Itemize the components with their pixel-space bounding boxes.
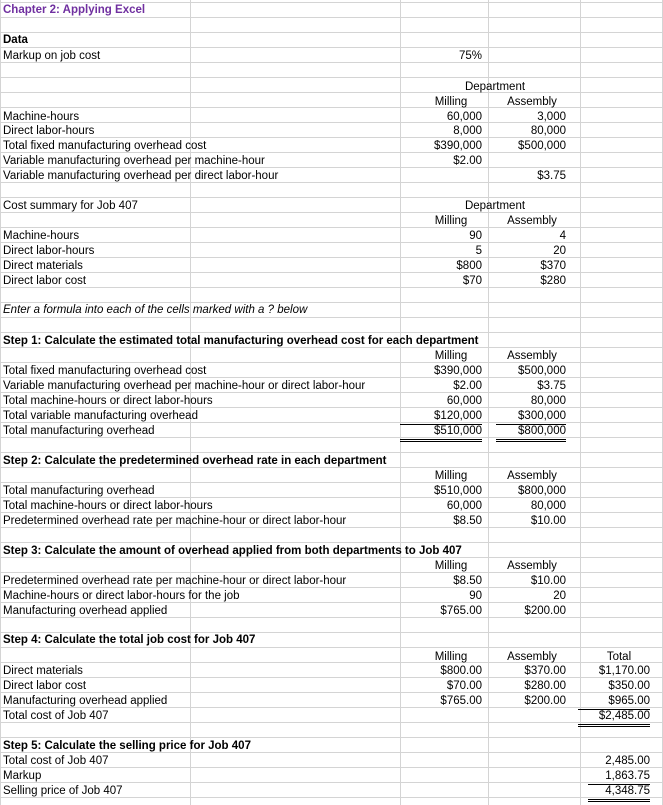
step4-row-assembly[interactable]: $370.00 <box>524 665 566 677</box>
cost-row-milling[interactable]: 5 <box>475 245 482 257</box>
cost-summary-col-assembly[interactable]: Assembly <box>507 215 557 227</box>
step2-row-label[interactable]: Total machine-hours or direct labor-hours <box>3 500 213 512</box>
step4-row-total[interactable]: $350.00 <box>608 680 650 692</box>
step3-row-milling[interactable]: $8.50 <box>453 575 482 587</box>
step5-heading[interactable]: Step 5: Calculate the selling price for Job 407 <box>3 740 251 752</box>
gridline-horizontal <box>0 782 663 783</box>
step1-row-milling[interactable]: $120,000 <box>400 409 482 425</box>
step1-row-assembly[interactable]: $3.75 <box>537 380 566 392</box>
step4-col-milling[interactable]: Milling <box>434 651 468 663</box>
data-row-assembly[interactable]: 80,000 <box>530 125 566 137</box>
step3-row-milling[interactable]: 90 <box>469 590 482 602</box>
step5-row-total[interactable]: 4,348.75 <box>588 784 650 802</box>
step3-row-assembly[interactable]: $10.00 <box>530 575 566 587</box>
cost-row-assembly[interactable]: $370 <box>540 260 566 272</box>
data-row-milling[interactable]: $2.00 <box>453 155 482 167</box>
step2-heading[interactable]: Step 2: Calculate the predetermined overhead rate in each department <box>3 455 387 467</box>
step1-row-label[interactable]: Total fixed manufacturing overhead cost <box>3 365 207 377</box>
step2-row-assembly[interactable]: 80,000 <box>530 500 566 512</box>
data-row-milling[interactable]: $390,000 <box>434 140 482 152</box>
step1-row-milling[interactable]: $2.00 <box>453 380 482 392</box>
step1-row-assembly[interactable]: 80,000 <box>530 395 566 407</box>
step4-row-total[interactable]: $2,485.00 <box>578 709 650 727</box>
step3-row-label[interactable]: Machine-hours or direct labor-hours for the job <box>3 590 240 602</box>
data-row-label[interactable]: Machine-hours <box>3 111 80 123</box>
data-row-milling[interactable]: 8,000 <box>453 125 482 137</box>
step2-col-assembly[interactable]: Assembly <box>507 470 557 482</box>
step3-row-assembly[interactable]: $200.00 <box>524 605 566 617</box>
gridline-horizontal <box>0 77 663 78</box>
data-department-header[interactable]: Department <box>464 81 526 93</box>
step1-row-milling[interactable]: $390,000 <box>434 365 482 377</box>
markup-label[interactable]: Markup on job cost <box>3 50 101 62</box>
gridline-horizontal <box>0 47 663 48</box>
step5-row-label[interactable]: Total cost of Job 407 <box>3 755 109 767</box>
cost-row-milling[interactable]: $70 <box>462 275 482 287</box>
data-row-milling[interactable]: 60,000 <box>446 111 482 123</box>
step4-row-label[interactable]: Manufacturing overhead applied <box>3 695 168 707</box>
step5-row-total[interactable]: 2,485.00 <box>605 755 650 767</box>
cost-row-label[interactable]: Direct labor-hours <box>3 245 95 257</box>
step4-row-total[interactable]: $1,170.00 <box>598 665 650 677</box>
step1-row-label[interactable]: Total variable manufacturing overhead <box>3 410 198 422</box>
step4-row-milling[interactable]: $765.00 <box>440 695 482 707</box>
step2-row-assembly[interactable]: $800,000 <box>518 485 566 497</box>
gridline-vertical <box>488 0 489 805</box>
step1-row-label[interactable]: Variable manufacturing overhead per machine-hour or direct labor-hour <box>3 380 366 392</box>
data-col-assembly[interactable]: Assembly <box>507 96 557 108</box>
step4-row-milling[interactable]: $70.00 <box>446 680 482 692</box>
cost-row-assembly[interactable]: 20 <box>553 245 566 257</box>
step4-col-assembly[interactable]: Assembly <box>507 651 557 663</box>
step3-row-label[interactable]: Predetermined overhead rate per machine-hour or direct labor-hour <box>3 575 347 587</box>
step1-row-assembly[interactable]: $800,000 <box>496 424 566 442</box>
step3-row-milling[interactable]: $765.00 <box>440 605 482 617</box>
data-row-label[interactable]: Total fixed manufacturing overhead cost <box>3 140 207 152</box>
step4-row-total[interactable]: $965.00 <box>578 694 650 710</box>
data-row-assembly[interactable]: 3,000 <box>537 111 566 123</box>
step4-row-label[interactable]: Direct labor cost <box>3 680 87 692</box>
step1-row-assembly[interactable]: $300,000 <box>496 409 566 425</box>
step4-heading[interactable]: Step 4: Calculate the total job cost for Job 407 <box>3 634 256 646</box>
cost-row-milling[interactable]: 90 <box>469 230 482 242</box>
gridline-vertical <box>0 0 1 805</box>
data-row-assembly[interactable]: $500,000 <box>518 140 566 152</box>
data-col-milling[interactable]: Milling <box>434 96 468 108</box>
gridline-horizontal <box>0 32 663 33</box>
cost-summary-label[interactable]: Cost summary for Job 407 <box>3 200 138 212</box>
step4-row-assembly[interactable]: $280.00 <box>524 680 566 692</box>
step3-heading[interactable]: Step 3: Calculate the amount of overhead applied from both departments to Job 407 <box>3 545 462 557</box>
step4-row-assembly[interactable]: $200.00 <box>524 695 566 707</box>
step1-col-milling[interactable]: Milling <box>434 350 468 362</box>
step4-row-milling[interactable]: $800.00 <box>440 665 482 677</box>
step3-row-assembly[interactable]: 20 <box>553 590 566 602</box>
gridline-horizontal <box>0 452 663 453</box>
step1-col-assembly[interactable]: Assembly <box>507 350 557 362</box>
step2-row-milling[interactable]: $8.50 <box>453 515 482 527</box>
cost-row-milling[interactable]: $800 <box>456 260 482 272</box>
step1-heading[interactable]: Step 1: Calculate the estimated total manufacturing overhead cost for each department <box>3 335 479 347</box>
cost-summary-col-milling[interactable]: Milling <box>434 215 468 227</box>
step1-row-label[interactable]: Total machine-hours or direct labor-hours <box>3 395 213 407</box>
step2-col-milling[interactable]: Milling <box>434 470 468 482</box>
data-row-label[interactable]: Direct labor-hours <box>3 125 95 137</box>
step5-row-total[interactable]: 1,863.75 <box>588 769 650 785</box>
cost-row-assembly[interactable]: 4 <box>559 230 566 242</box>
step1-row-assembly[interactable]: $500,000 <box>518 365 566 377</box>
step1-row-milling[interactable]: $510,000 <box>400 424 482 442</box>
markup-value[interactable]: 75% <box>458 50 482 62</box>
step2-row-milling[interactable]: $510,000 <box>434 485 482 497</box>
gridline-horizontal <box>0 197 663 198</box>
cost-row-label[interactable]: Direct materials <box>3 260 83 272</box>
cost-row-assembly[interactable]: $280 <box>540 275 566 287</box>
gridline-horizontal <box>0 542 663 543</box>
gridline-horizontal <box>0 332 663 333</box>
step4-col-total[interactable]: Total <box>606 651 632 663</box>
step1-row-milling[interactable]: 60,000 <box>446 395 482 407</box>
step3-row-label[interactable]: Manufacturing overhead applied <box>3 605 168 617</box>
cost-row-label[interactable]: Direct labor cost <box>3 275 87 287</box>
gridline-horizontal <box>0 737 663 738</box>
step4-row-label[interactable]: Direct materials <box>3 665 83 677</box>
step2-row-milling[interactable]: 60,000 <box>446 500 482 512</box>
gridline-vertical <box>400 0 401 805</box>
data-row-label[interactable]: Variable manufacturing overhead per direct labor-hour <box>3 170 279 182</box>
step3-col-milling[interactable]: Milling <box>434 560 468 572</box>
step4-row-label[interactable]: Total cost of Job 407 <box>3 710 109 722</box>
step2-row-label[interactable]: Total manufacturing overhead <box>3 485 155 497</box>
data-row-assembly[interactable]: $3.75 <box>537 170 566 182</box>
cost-summary-department-header[interactable]: Department <box>464 200 526 212</box>
data-row-label[interactable]: Variable manufacturing overhead per machine-hour <box>3 155 265 167</box>
step3-col-assembly[interactable]: Assembly <box>507 560 557 572</box>
step2-row-label[interactable]: Predetermined overhead rate per machine-hour or direct labor-hour <box>3 515 347 527</box>
instruction-text[interactable]: Enter a formula into each of the cells marked with a ? below <box>3 304 308 316</box>
data-heading[interactable]: Data <box>3 34 28 46</box>
step1-row-label[interactable]: Total manufacturing overhead <box>3 425 155 437</box>
step5-row-label[interactable]: Markup <box>3 770 42 782</box>
step5-row-label[interactable]: Selling price of Job 407 <box>3 785 123 797</box>
cost-row-label[interactable]: Machine-hours <box>3 230 80 242</box>
sheet-title[interactable]: Chapter 2: Applying Excel <box>3 4 146 16</box>
step2-row-assembly[interactable]: $10.00 <box>530 515 566 527</box>
